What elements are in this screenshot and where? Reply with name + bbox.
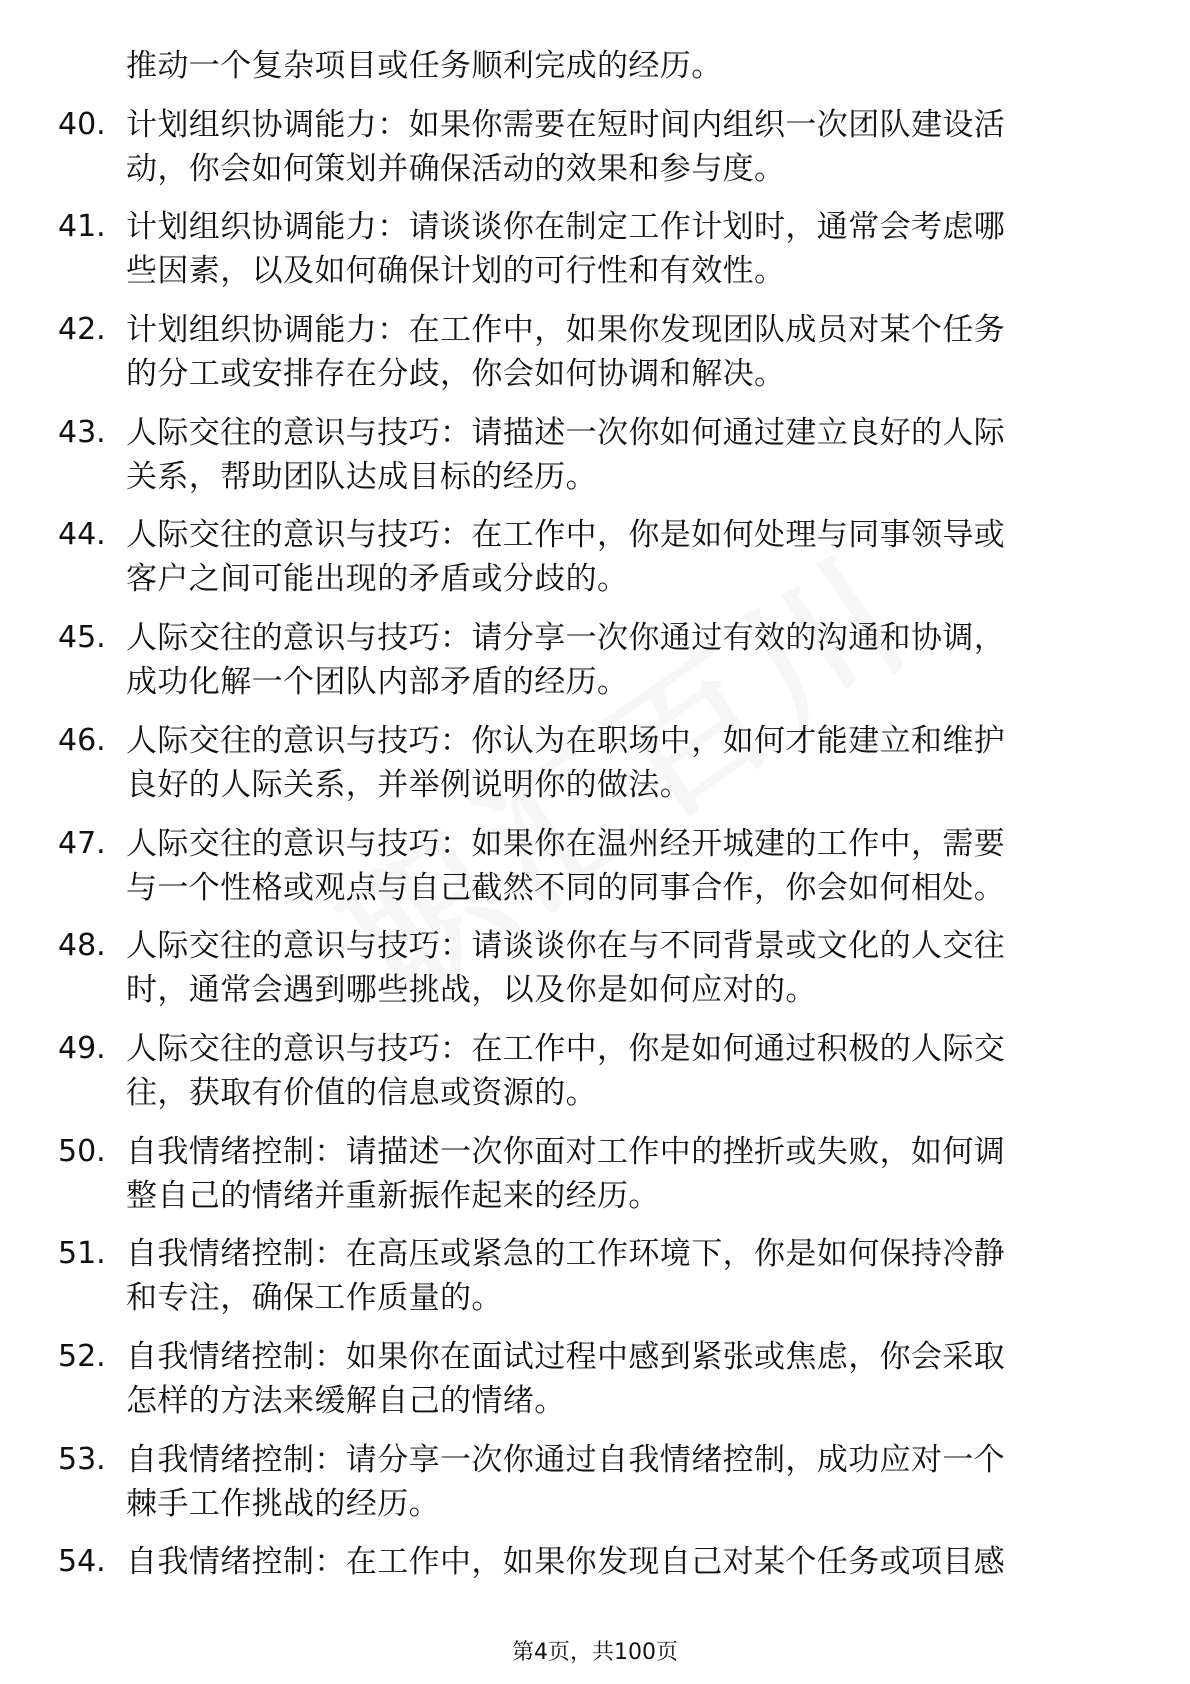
item-line: 计划组织协调能力：如果你需要在短时间内组织一次团队建设活 xyxy=(126,106,1006,143)
item-number: 50. xyxy=(58,1133,106,1169)
item-number: 51. xyxy=(58,1236,106,1272)
item-number: 44. xyxy=(58,517,106,553)
item-number: 47. xyxy=(58,825,106,861)
item-line: 人际交往的意识与技巧：在工作中，你是如何处理与同事领导或 xyxy=(126,517,1006,554)
item-number: 52. xyxy=(58,1338,106,1374)
item-number: 40. xyxy=(58,106,106,142)
list-item xyxy=(0,513,1190,601)
item-number: 48. xyxy=(58,928,106,964)
item-line: 人际交往的意识与技巧：请描述一次你如何通过建立良好的人际 xyxy=(126,414,1006,451)
item-text xyxy=(126,1540,1106,1584)
item-line: 人际交往的意识与技巧：请分享一次你通过有效的沟通和协调， xyxy=(126,620,1006,657)
list-item xyxy=(0,411,1190,499)
item-line: 人际交往的意识与技巧：在工作中，你是如何通过积极的人际交 xyxy=(126,1030,1006,1067)
item-line: 的分工或安排存在分歧，你会如何协调和解决。 xyxy=(126,356,786,393)
continuation-text: 推动一个复杂项目或任务顺利完成的经历。 xyxy=(126,48,723,84)
list-item xyxy=(0,1540,1190,1584)
item-text xyxy=(126,1027,1106,1115)
item-text xyxy=(126,822,1106,910)
item-number: 45. xyxy=(58,620,106,656)
list-item xyxy=(0,1232,1190,1320)
item-line: 与一个性格或观点与自己截然不同的同事合作，你会如何相处。 xyxy=(126,869,1006,906)
item-line: 计划组织协调能力：请谈谈你在制定工作计划时，通常会考虑哪 xyxy=(126,209,1006,246)
item-line: 棘手工作挑战的经历。 xyxy=(126,1485,440,1522)
item-line: 自我情绪控制：请分享一次你通过自我情绪控制，成功应对一个 xyxy=(126,1441,1006,1478)
item-text xyxy=(126,1335,1106,1423)
item-line: 时，通常会遇到哪些挑战，以及你是如何应对的。 xyxy=(126,972,817,1009)
item-text xyxy=(126,924,1106,1012)
list-item xyxy=(0,616,1190,704)
question-list xyxy=(0,44,1190,1599)
item-line: 人际交往的意识与技巧：如果你在温州经开城建的工作中，需要 xyxy=(126,825,1006,862)
item-number: 49. xyxy=(58,1030,106,1066)
item-number: 42. xyxy=(58,312,106,348)
item-line: 和专注，确保工作质量的。 xyxy=(126,1280,503,1317)
item-line: 人际交往的意识与技巧：请谈谈你在与不同背景或文化的人交往 xyxy=(126,928,1006,965)
list-item xyxy=(0,1335,1190,1423)
item-number: 54. xyxy=(58,1544,106,1580)
item-line: 自我情绪控制：在高压或紧急的工作环境下，你是如何保持冷静 xyxy=(126,1236,1006,1273)
item-line: 客户之间可能出现的矛盾或分歧的。 xyxy=(126,561,629,598)
item-line: 些因素，以及如何确保计划的可行性和有效性。 xyxy=(126,253,786,290)
item-text xyxy=(126,103,1106,191)
item-line: 关系，帮助团队达成目标的经历。 xyxy=(126,458,597,495)
item-text xyxy=(126,205,1106,293)
item-line: 动，你会如何策划并确保活动的效果和参与度。 xyxy=(126,150,786,187)
item-text xyxy=(126,513,1106,601)
list-item xyxy=(0,719,1190,807)
item-line: 自我情绪控制：请描述一次你面对工作中的挫折或失败，如何调 xyxy=(126,1133,1006,1170)
item-text xyxy=(126,308,1106,396)
list-item xyxy=(0,308,1190,396)
item-text xyxy=(126,719,1106,807)
item-text xyxy=(126,411,1106,499)
item-line: 怎样的方法来缓解自己的情绪。 xyxy=(126,1382,566,1419)
item-line: 自我情绪控制：在工作中，如果你发现自己对某个任务或项目感 xyxy=(126,1544,1006,1581)
item-number: 43. xyxy=(58,414,106,450)
item-text xyxy=(126,1438,1106,1526)
list-item xyxy=(0,205,1190,293)
list-item xyxy=(0,103,1190,191)
item-number: 53. xyxy=(58,1441,106,1477)
item-line: 成功化解一个团队内部矛盾的经历。 xyxy=(126,664,629,701)
item-text xyxy=(126,1130,1106,1218)
item-line: 良好的人际关系，并举例说明你的做法。 xyxy=(126,766,692,803)
item-number: 41. xyxy=(58,209,106,245)
list-item xyxy=(0,1130,1190,1218)
item-number: 46. xyxy=(58,722,106,758)
list-item xyxy=(0,44,1190,88)
list-item xyxy=(0,1438,1190,1526)
item-line: 往，获取有价值的信息或资源的。 xyxy=(126,1074,597,1111)
item-line: 计划组织协调能力：在工作中，如果你发现团队成员对某个任务 xyxy=(126,312,1006,349)
item-text xyxy=(126,616,1106,704)
list-item xyxy=(0,924,1190,1012)
page-footer: 第4页，共100页 xyxy=(512,1640,678,1665)
item-line: 自我情绪控制：如果你在面试过程中感到紧张或焦虑，你会采取 xyxy=(126,1338,1006,1375)
list-item xyxy=(0,1027,1190,1115)
item-line: 整自己的情绪并重新振作起来的经历。 xyxy=(126,1177,660,1214)
item-text xyxy=(126,1232,1106,1320)
list-item xyxy=(0,822,1190,910)
item-line: 人际交往的意识与技巧：你认为在职场中，如何才能建立和维护 xyxy=(126,722,1006,759)
